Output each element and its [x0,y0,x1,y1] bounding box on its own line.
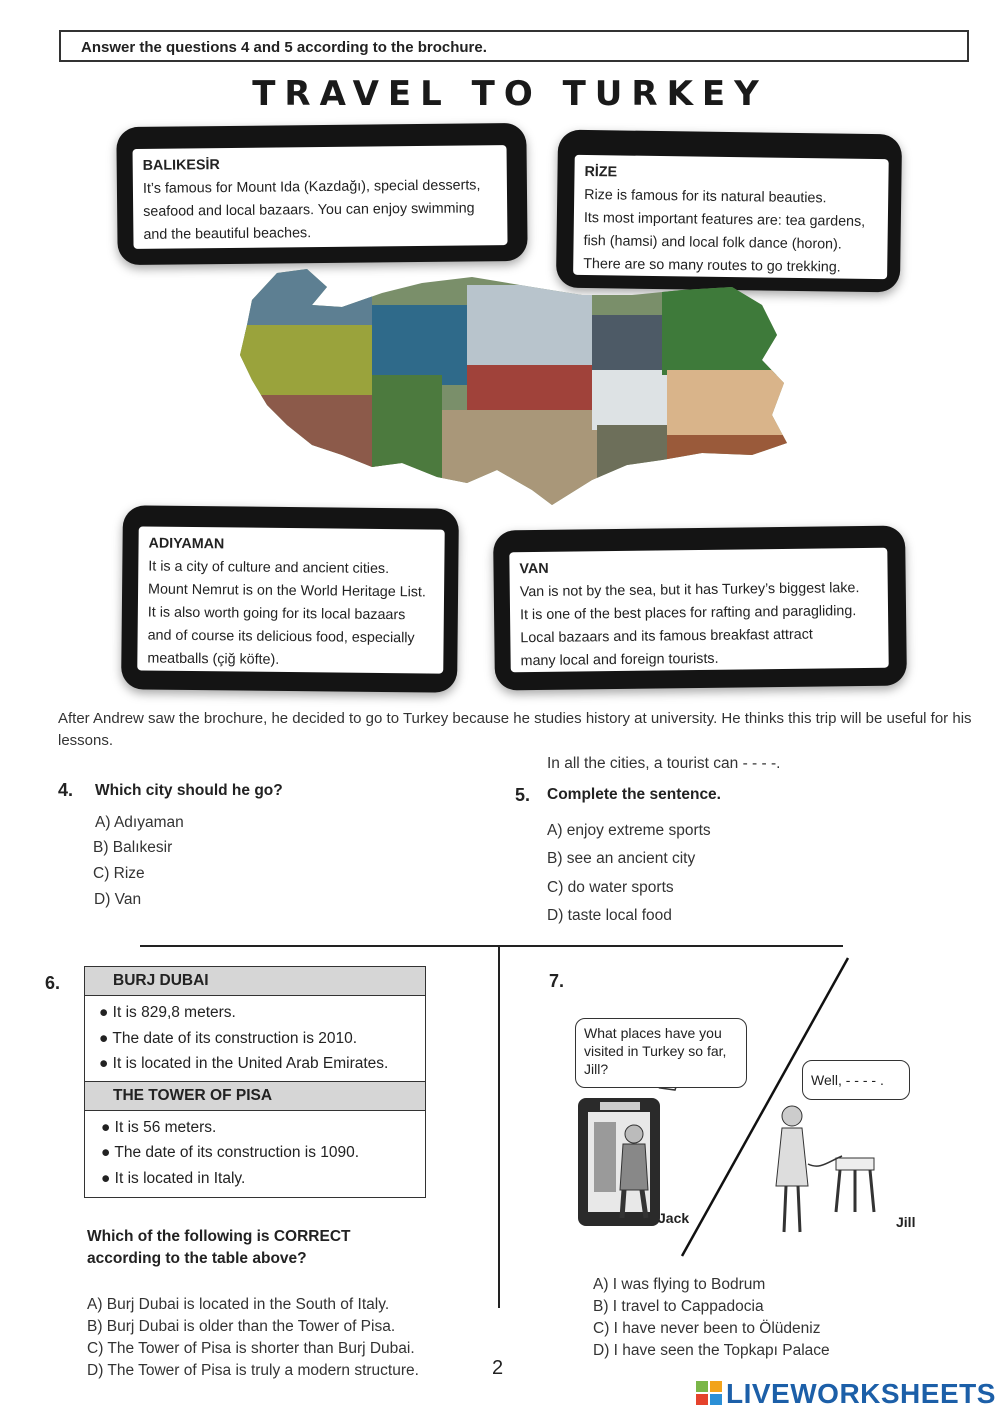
card-van [493,525,907,690]
table-row: ● The date of its construction is 2010. [99,1029,358,1047]
card-title: ADIYAMAN [148,535,225,553]
jill-speech-bubble: Well, - - - - . [802,1060,910,1100]
q5-stem: In all the cities, a tourist can - - - -. [547,755,781,772]
q7-option-a[interactable]: A) I was flying to Bodrum [593,1276,766,1293]
turkey-map-collage [232,265,792,515]
horizontal-divider [140,945,843,947]
q6-option-b[interactable]: B) Burj Dubai is older than the Tower of Pisa. [87,1318,396,1335]
stool-with-phone-icon [808,1156,874,1212]
q6-option-d[interactable]: D) The Tower of Pisa is truly a modern structure. [87,1362,419,1379]
brochure-title: TRAVEL TO TURKEY [252,74,768,114]
q6-info-table [84,966,426,1198]
q4-option-c[interactable]: C) Rize [93,865,145,882]
instruction-box [59,30,969,62]
q6-question [87,1226,350,1270]
card-title: BALIKESİR [142,157,220,174]
vertical-divider [498,946,500,1308]
card-line: and the beautiful beaches. [143,225,312,243]
card-line: seafood and local bazaars. You can enjoy swimming [143,200,475,220]
photo-sea [372,305,467,385]
card-line: Mount Nemrut is on the World Heritage List. [148,581,427,601]
card-line: Local bazaars and its famous breakfast attract [520,626,813,647]
photo-rafting [467,285,592,375]
q4-option-d[interactable]: D) Van [94,891,142,908]
card-line: It is a city of culture and ancient cities. [148,558,390,578]
q5-number: 5. [515,785,531,805]
q5-option-d[interactable]: D) taste local food [547,907,672,924]
photo-ruins [597,425,667,515]
photo-tea-gardens [662,285,792,375]
card-line: Van is not by the sea, but it has Turkey’s biggest lake. [519,580,860,601]
table-header-burj-dubai: BURJ DUBAI [85,967,425,996]
jack-label: Jack [658,1210,690,1226]
table-row: ● It is 829,8 meters. [99,1004,236,1021]
q7-illustration [560,950,940,1270]
photo-anchovies [592,315,662,370]
q4-number: 4. [58,780,74,800]
q6-question-line: according to the table above? [87,1250,307,1267]
photo-bridge [232,265,372,335]
photo-folk-dance [467,365,592,410]
q7-number: 7. [549,971,565,991]
q5-option-b[interactable]: B) see an ancient city [547,850,696,867]
jill-figure-icon [776,1106,808,1232]
q6-option-a[interactable]: A) Burj Dubai is located in the South of Italy. [87,1296,390,1313]
q7-option-d[interactable]: D) I have seen the Topkapı Palace [593,1342,830,1359]
table-row: ● It is 56 meters. [101,1118,217,1136]
q5-option-a[interactable]: A) enjoy extreme sports [547,822,711,839]
card-line: meatballs (çiğ köfte). [147,650,280,668]
card-title: VAN [519,560,549,578]
table-row: ● It is located in Italy. [101,1169,246,1187]
q6-option-c[interactable]: C) The Tower of Pisa is shorter than Burj Dubai. [87,1340,415,1357]
card-line: It’s famous for Mount Ida (Kazdağı), special desserts, [142,177,481,197]
q7-option-c[interactable]: C) I have never been to Ölüdeniz [593,1320,821,1337]
card-line: There are so many routes to go trekking. [583,255,841,276]
liveworksheets-logo-icon [696,1381,724,1407]
table-header-tower-of-pisa: THE TOWER OF PISA [85,1082,425,1111]
photo-forest [372,375,442,515]
phone-booth-icon [578,1098,660,1226]
card-balikesir [116,123,527,265]
photo-van-cat [592,370,667,430]
q6-question-line: Which of the following is CORRECT [87,1228,351,1245]
q5-option-c[interactable]: C) do water sports [547,879,674,896]
q4-option-b[interactable]: B) Balıkesir [93,839,173,856]
story-paragraph: After Andrew saw the brochure, he decided to go to Turkey because he studies history at university. He thinks this trip will be useful for his lessons. [58,710,972,749]
q7-option-b[interactable]: B) I travel to Cappadocia [593,1298,764,1315]
card-line: It is also worth going for its local bazaars [147,604,406,624]
page-number: 2 [492,1357,504,1379]
brand-wordmark[interactable]: LIVEWORKSHEETS [726,1378,996,1409]
photo-breakfast [667,370,792,440]
jill-label: Jill [896,1214,916,1230]
card-line: and of course its delicious food, especially [147,627,415,647]
jack-speech-bubble: What places have you visited in Turkey so far, Jill? [575,1018,747,1088]
photo-olives [232,325,372,400]
photo-bazaar [232,395,382,515]
instruction-text: Answer the questions 4 and 5 according to the brochure. [81,39,487,56]
photo-nemrut [442,410,602,515]
q4-question: Which city should he go? [95,782,283,799]
card-line: It is one of the best places for rafting and paragliding. [519,603,857,624]
card-line: Its most important features are: tea gardens, [583,209,866,230]
card-line: Rize is famous for its natural beauties. [584,186,827,207]
table-row: ● It is located in the United Arab Emirates. [99,1055,389,1072]
card-adiyaman [121,505,459,693]
card-title: RİZE [584,163,618,181]
card-line: many local and foreign tourists. [520,650,719,670]
card-line: fish (hamsi) and local folk dance (horon). [583,232,842,253]
q4-option-a[interactable]: A) Adıyaman [95,814,184,831]
photo-food [667,435,792,515]
q5-question: Complete the sentence. [547,786,721,803]
q6-number: 6. [45,973,61,993]
table-row: ● The date of its construction is 1090. [101,1144,360,1161]
diagonal-divider [682,958,848,1256]
